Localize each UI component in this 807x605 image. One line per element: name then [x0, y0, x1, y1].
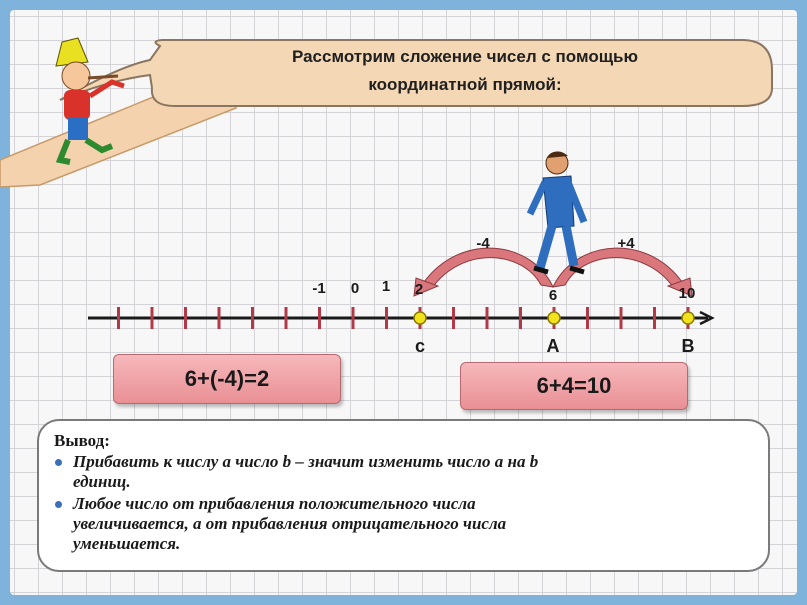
tick-label-minus-1: -1	[312, 280, 326, 297]
point-c	[414, 312, 426, 324]
conclusion-heading: Вывод:	[54, 431, 110, 450]
conclusion-item-2-line-3: уменьшается.	[73, 534, 181, 553]
point-a	[548, 312, 560, 324]
conclusion-item	[53, 494, 743, 554]
tick-label-10: 10	[678, 285, 696, 302]
conclusion-item	[53, 452, 743, 492]
arrow-label-minus: -4	[476, 235, 490, 252]
equation-negative: 6+(-4)=2	[113, 354, 341, 404]
point-b	[682, 312, 694, 324]
conclusion-item-2-line-1: Любое число от прибавления положительного числа	[73, 494, 476, 513]
tick-label-0: 0	[350, 280, 360, 297]
bullet-icon	[55, 459, 62, 466]
conclusion-item-1-line-1: Прибавить к числу a число b – значит изменить число a на b	[73, 452, 539, 471]
tick-label-1: 1	[381, 278, 391, 295]
point-label-b: В	[681, 336, 695, 356]
arrow-label-plus: +4	[617, 235, 635, 252]
bullet-icon	[55, 501, 62, 508]
conclusion-item-1-line-2: единиц.	[73, 472, 131, 491]
tick-label-6: 6	[548, 287, 558, 304]
conclusion-list	[53, 452, 743, 556]
point-label-a: А	[546, 336, 560, 356]
title-line-2: координатной прямой:	[368, 75, 562, 94]
walking-man-icon	[530, 151, 584, 272]
conclusion-item-2-line-2: увеличивается, а от прибавления отрицательного числа	[73, 514, 507, 533]
conclusion-box	[37, 419, 770, 572]
equation-positive: 6+4=10	[460, 362, 688, 410]
tick-label-2: 2	[414, 281, 424, 298]
title-line-1: Рассмотрим сложение чисел с помощью	[291, 47, 639, 66]
point-label-c: с	[414, 336, 426, 356]
arrow-minus-4	[420, 248, 553, 288]
